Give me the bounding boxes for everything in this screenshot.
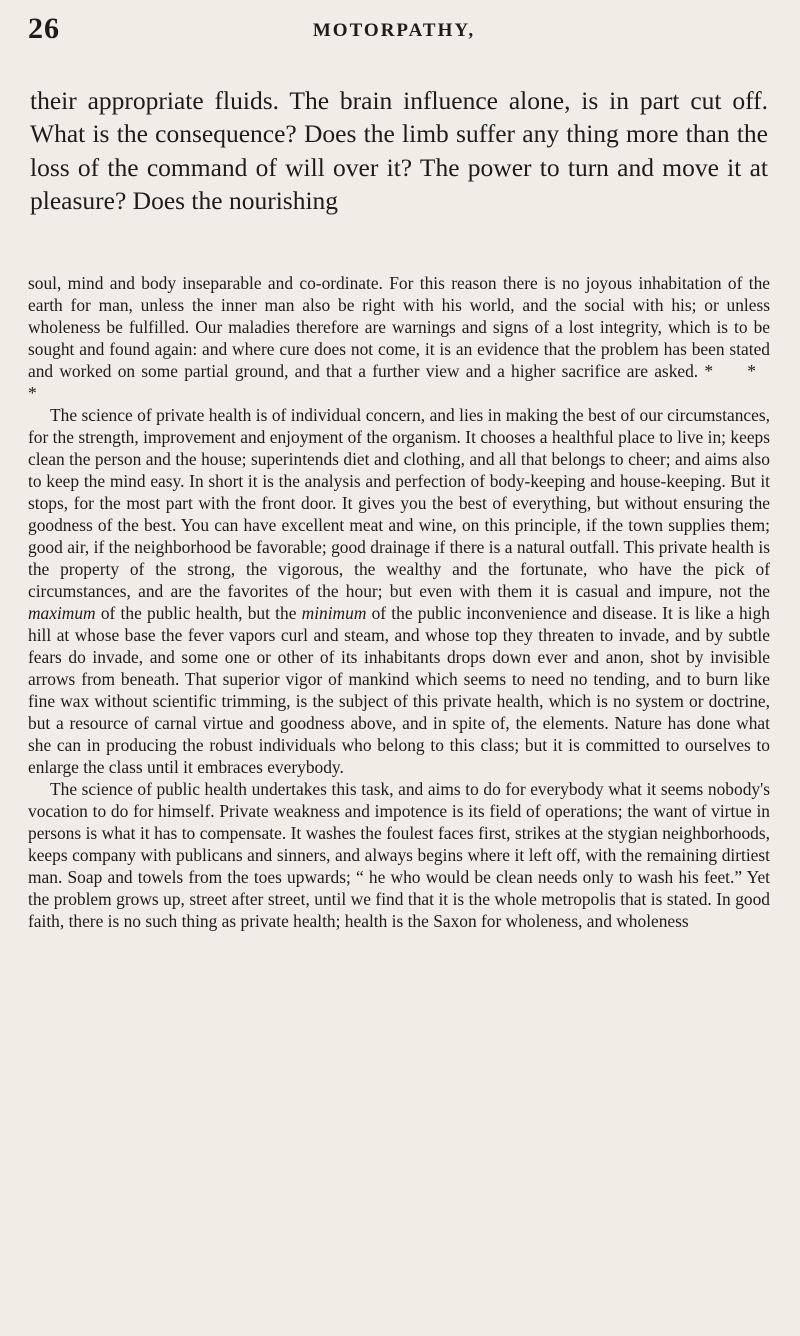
- page-number: 26: [28, 12, 60, 45]
- paragraph-1-text: soul, mind and body inseparable and co-ordinate. For this reason there is no joyous inhabitation of the earth for man, unless the inner man also be right with his world, and the social with his; or unless wholeness be fulfilled. Our maladies therefore are warnings and signs of a lost integrity, which is to be sought and found again: and where cure does not come, it is an evidence that the problem has been stated and worked on some partial ground, and that a further view and a higher sacrifice are asked.: [28, 273, 770, 381]
- body-text: [28, 272, 770, 932]
- running-head: [28, 12, 760, 52]
- paragraph-3: [28, 778, 770, 932]
- emphasis-maximum: maximum: [28, 603, 96, 623]
- paragraph-1: [28, 272, 770, 404]
- running-title: MOTORPATHY,: [312, 20, 476, 41]
- section-break-stars: * * *: [28, 361, 770, 403]
- paragraph-2-text-after: of the public inconvenience and disease. It is like a high hill at whose base the fever vapors curl and steam, and whose top they threaten to invade, and by subtle fears do invade, and some one or other of its inhabitants drops down ever and anon, shot by invisible arrows from beneath. That superior vigor of mankind which seems to need no tending, and to burn like fine wax without scientific trimming, is the subject of this private health, which is no system or doctrine, but a resource of carnal virtue and goodness above, and in spite of, the elements. Nature has done what she can in producing the robust individuals who belong to this class; but it is committed to ourselves to enlarge the class until it embraces everybody.: [28, 603, 770, 777]
- emphasis-minimum: minimum: [301, 603, 367, 623]
- paragraph-3-text: The science of public health undertakes this task, and aims to do for everybody what it seems nobody's vocation to do for himself. Private weakness and impotence is its field of operations; the want of virtue in persons is what it has to compensate. It washes the foulest faces first, strikes at the stygian neighborhoods, keeps company with publicans and sinners, and always begins where it left off, with the remaining dirtiest man. Soap and towels from the toes upwards; “ he who would be clean needs only to wash his feet.” Yet the problem grows up, street after street, until we find that it is the whole metropolis that is stated. In good faith, there is no such thing as private health; health is the Saxon for wholeness, and wholeness: [28, 779, 770, 931]
- paragraph-2-text-before: The science of private health is of individual concern, and lies in making the best of our circumstances, for the strength, improvement and enjoyment of the organism. It chooses a healthful place to live in; keeps clean the person and the house; superintends diet and clothing, and all that belongs to cheer; and aims also to keep the mind easy. In short it is the analysis and perfection of body-keeping and house-keeping. But it stops, for the most part with the front door. It gives you the best of everything, but without ensuring the goodness of the best. You can have excellent meat and wine, on this principle, if the town supplies them; good air, if the neighborhood be favorable; good drainage if there is a natural outfall. This private health is the property of the strong, the vigorous, the wealthy and the fortunate, who have the pick of circumstances, and are the favorites of the hour; but even with them it is casual and impure, not the: [28, 405, 770, 601]
- paragraph-2: [28, 404, 770, 778]
- lead-paragraph: their appropriate fluids. The brain influence alone, is in part cut off. What is the consequence? Does the limb suffer any thing more than the loss of the command of will over it? The power to turn and move it at pleasure? Does the nourishing: [30, 86, 768, 216]
- paragraph-2-text-middle: of the public health, but the: [100, 603, 297, 623]
